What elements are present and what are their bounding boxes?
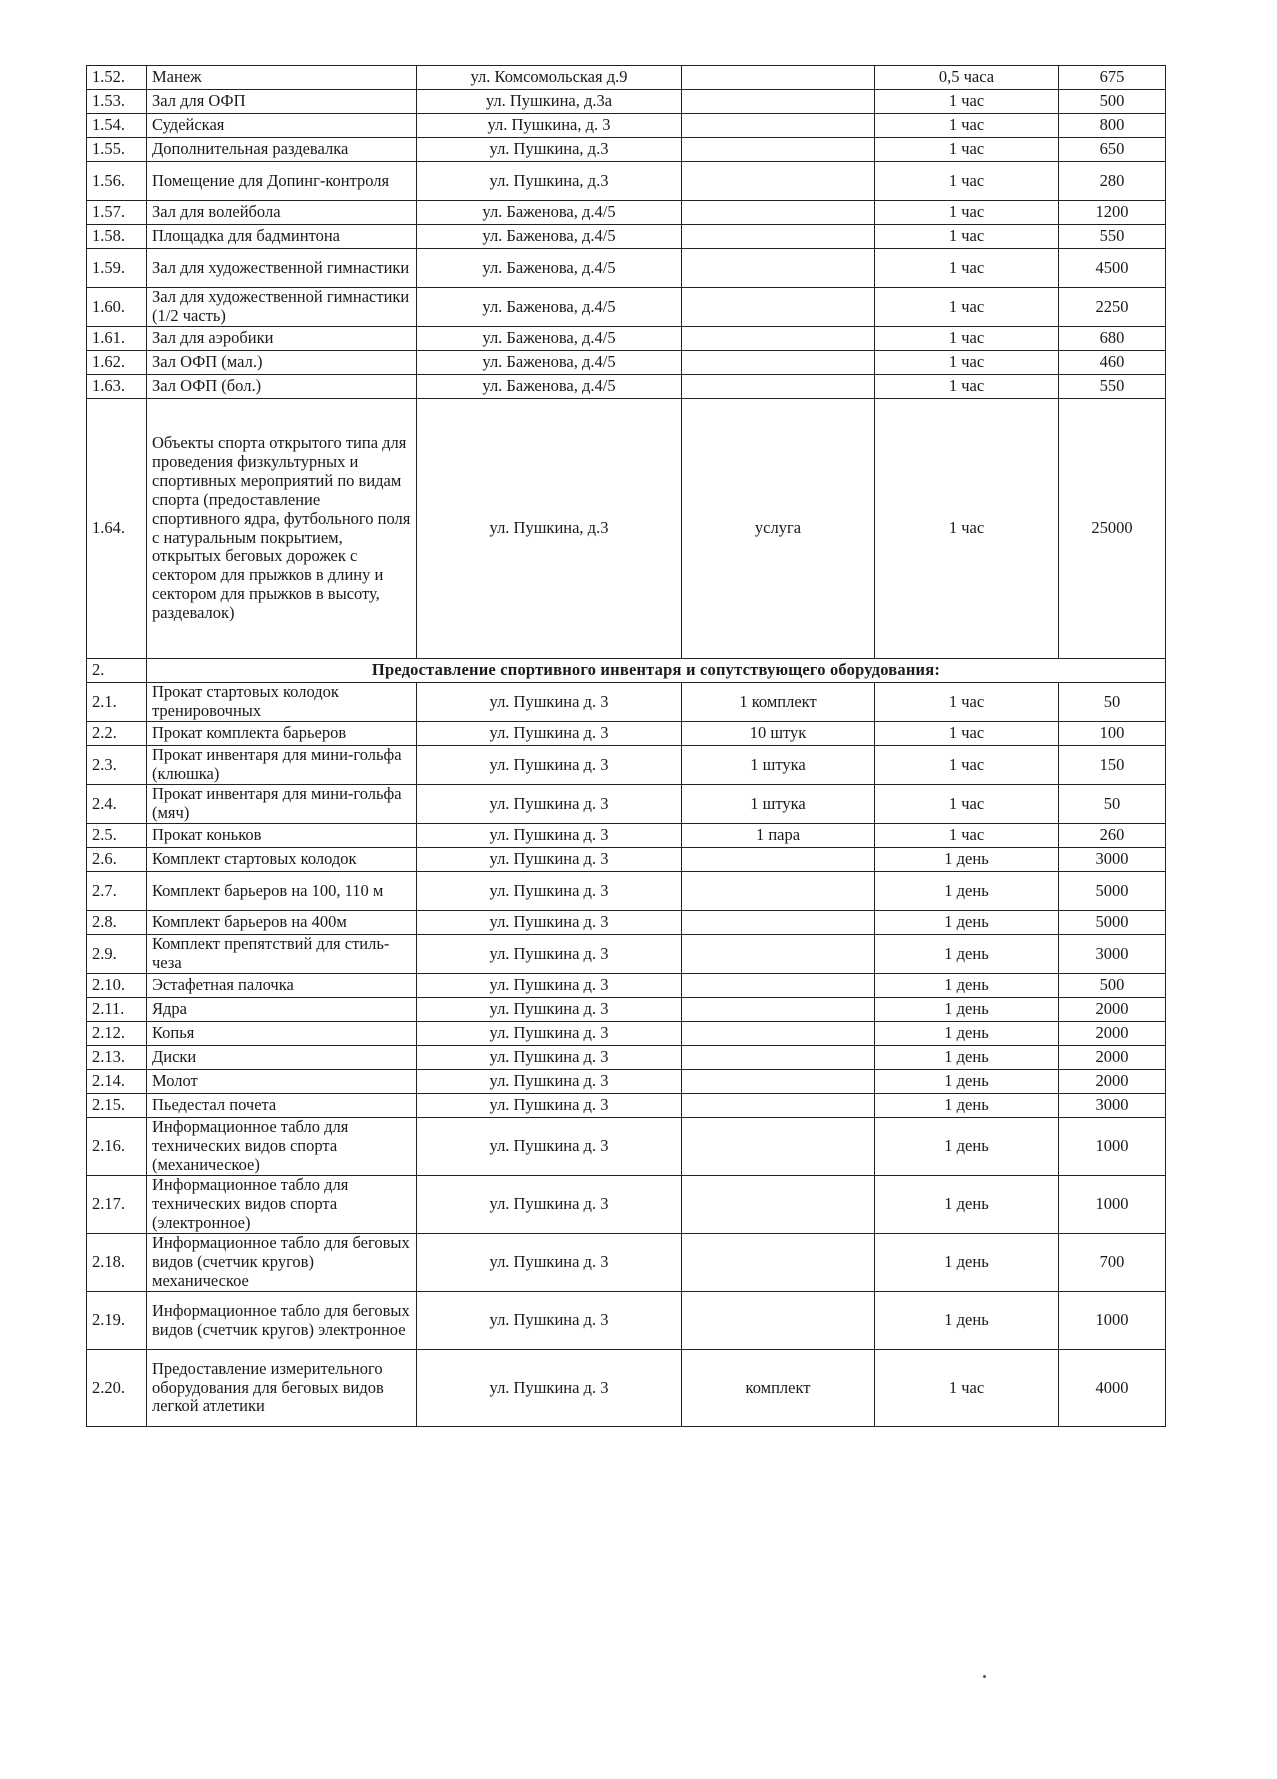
service-price: 1200 bbox=[1059, 201, 1166, 225]
service-name: Информационное табло для технических видов спорта (электронное) bbox=[147, 1176, 417, 1234]
service-unit bbox=[682, 974, 875, 998]
service-price: 260 bbox=[1059, 824, 1166, 848]
service-address: ул. Пушкина д. 3 bbox=[417, 1022, 682, 1046]
table-row bbox=[87, 1350, 1166, 1427]
service-price: 2000 bbox=[1059, 1022, 1166, 1046]
row-number: 2.18. bbox=[87, 1234, 147, 1292]
table-row bbox=[87, 824, 1166, 848]
service-name: Зал ОФП (бол.) bbox=[147, 375, 417, 399]
service-address: ул. Пушкина д. 3 bbox=[417, 785, 682, 824]
service-unit bbox=[682, 872, 875, 911]
table-row bbox=[87, 288, 1166, 327]
row-number: 1.58. bbox=[87, 225, 147, 249]
service-name: Комплект барьеров на 400м bbox=[147, 911, 417, 935]
table-row bbox=[87, 1022, 1166, 1046]
service-price: 500 bbox=[1059, 974, 1166, 998]
service-address: ул. Пушкина д. 3 bbox=[417, 1046, 682, 1070]
service-name: Комплект барьеров на 100, 110 м bbox=[147, 872, 417, 911]
service-price: 650 bbox=[1059, 138, 1166, 162]
service-unit bbox=[682, 1094, 875, 1118]
service-price: 680 bbox=[1059, 327, 1166, 351]
service-address: ул. Пушкина д. 3 bbox=[417, 1234, 682, 1292]
service-time: 1 день bbox=[875, 1292, 1059, 1350]
service-price: 100 bbox=[1059, 722, 1166, 746]
row-number: 2.4. bbox=[87, 785, 147, 824]
service-name: Пьедестал почета bbox=[147, 1094, 417, 1118]
service-address: ул. Пушкина, д.3 bbox=[417, 138, 682, 162]
service-name: Предоставление измерительного оборудования для беговых видов легкой атлетики bbox=[147, 1350, 417, 1427]
service-name: Манеж bbox=[147, 66, 417, 90]
table-row bbox=[87, 351, 1166, 375]
service-address: ул. Пушкина, д. 3 bbox=[417, 114, 682, 138]
service-address: ул. Баженова, д.4/5 bbox=[417, 327, 682, 351]
service-time: 1 час bbox=[875, 225, 1059, 249]
service-unit bbox=[682, 351, 875, 375]
table-row bbox=[87, 911, 1166, 935]
service-name: Объекты спорта открытого типа для проведения физкультурных и спортивных мероприятий по видам спорта (предоставление спортивного ядра, футбольного поля с натуральным покрытием, открытых беговых дорожек с сектором для прыжков в длину и сектором для прыжков в высоту, раздевалок) bbox=[147, 399, 417, 659]
service-unit bbox=[682, 375, 875, 399]
service-address: ул. Пушкина д. 3 bbox=[417, 848, 682, 872]
row-number: 2.2. bbox=[87, 722, 147, 746]
service-time: 1 день bbox=[875, 848, 1059, 872]
service-address: ул. Баженова, д.4/5 bbox=[417, 375, 682, 399]
service-price: 4000 bbox=[1059, 1350, 1166, 1427]
service-time: 1 час bbox=[875, 824, 1059, 848]
service-address: ул. Пушкина, д.3а bbox=[417, 90, 682, 114]
row-number: 2.9. bbox=[87, 935, 147, 974]
service-name: Зал для художественной гимнастики bbox=[147, 249, 417, 288]
section-row bbox=[87, 659, 1166, 683]
service-time: 1 час bbox=[875, 249, 1059, 288]
table-row bbox=[87, 1118, 1166, 1176]
service-price: 2000 bbox=[1059, 1046, 1166, 1070]
table-row bbox=[87, 1176, 1166, 1234]
service-unit: 1 пара bbox=[682, 824, 875, 848]
service-time: 1 час bbox=[875, 1350, 1059, 1427]
row-number: 2.11. bbox=[87, 998, 147, 1022]
row-number: 1.54. bbox=[87, 114, 147, 138]
service-address: ул. Пушкина, д.3 bbox=[417, 399, 682, 659]
service-name: Прокат инвентаря для мини-гольфа (мяч) bbox=[147, 785, 417, 824]
service-time: 1 день bbox=[875, 1118, 1059, 1176]
table-row bbox=[87, 974, 1166, 998]
service-address: ул. Баженова, д.4/5 bbox=[417, 225, 682, 249]
row-number: 1.62. bbox=[87, 351, 147, 375]
service-price: 2250 bbox=[1059, 288, 1166, 327]
service-price: 1000 bbox=[1059, 1176, 1166, 1234]
service-time: 1 день bbox=[875, 1094, 1059, 1118]
service-address: ул. Пушкина д. 3 bbox=[417, 1118, 682, 1176]
row-number: 1.59. bbox=[87, 249, 147, 288]
service-time: 1 час bbox=[875, 114, 1059, 138]
service-unit bbox=[682, 1046, 875, 1070]
service-time: 1 день bbox=[875, 872, 1059, 911]
service-price: 50 bbox=[1059, 683, 1166, 722]
service-name: Молот bbox=[147, 1070, 417, 1094]
table-row bbox=[87, 935, 1166, 974]
service-price: 1000 bbox=[1059, 1118, 1166, 1176]
row-number: 2. bbox=[87, 659, 147, 683]
service-address: ул. Пушкина д. 3 bbox=[417, 683, 682, 722]
service-name: Прокат комплекта барьеров bbox=[147, 722, 417, 746]
service-name: Судейская bbox=[147, 114, 417, 138]
service-unit bbox=[682, 1176, 875, 1234]
service-price: 700 bbox=[1059, 1234, 1166, 1292]
section-title: Предоставление спортивного инвентаря и сопутствующего оборудования: bbox=[147, 659, 1166, 683]
service-address: ул. Баженова, д.4/5 bbox=[417, 351, 682, 375]
service-name: Информационное табло для беговых видов (счетчик кругов) электронное bbox=[147, 1292, 417, 1350]
service-price: 4500 bbox=[1059, 249, 1166, 288]
service-time: 1 час bbox=[875, 288, 1059, 327]
service-time: 1 день bbox=[875, 1176, 1059, 1234]
row-number: 1.57. bbox=[87, 201, 147, 225]
service-time: 1 день bbox=[875, 1046, 1059, 1070]
service-time: 1 час bbox=[875, 162, 1059, 201]
row-number: 1.56. bbox=[87, 162, 147, 201]
table-row bbox=[87, 225, 1166, 249]
service-unit bbox=[682, 114, 875, 138]
row-number: 2.19. bbox=[87, 1292, 147, 1350]
service-price: 550 bbox=[1059, 225, 1166, 249]
service-price: 3000 bbox=[1059, 1094, 1166, 1118]
service-time: 1 час bbox=[875, 375, 1059, 399]
service-time: 1 день bbox=[875, 1022, 1059, 1046]
service-time: 1 день bbox=[875, 1070, 1059, 1094]
row-number: 2.3. bbox=[87, 746, 147, 785]
service-address: ул. Пушкина д. 3 bbox=[417, 935, 682, 974]
service-address: ул. Пушкина д. 3 bbox=[417, 1292, 682, 1350]
service-address: ул. Пушкина д. 3 bbox=[417, 746, 682, 785]
row-number: 2.20. bbox=[87, 1350, 147, 1427]
row-number: 2.1. bbox=[87, 683, 147, 722]
service-unit bbox=[682, 201, 875, 225]
service-price: 2000 bbox=[1059, 998, 1166, 1022]
service-price: 1000 bbox=[1059, 1292, 1166, 1350]
row-number: 1.61. bbox=[87, 327, 147, 351]
service-unit bbox=[682, 1070, 875, 1094]
service-address: ул. Баженова, д.4/5 bbox=[417, 201, 682, 225]
service-unit: комплект bbox=[682, 1350, 875, 1427]
service-time: 1 час bbox=[875, 785, 1059, 824]
service-time: 1 день bbox=[875, 998, 1059, 1022]
service-address: ул. Пушкина д. 3 bbox=[417, 1070, 682, 1094]
table-row bbox=[87, 375, 1166, 399]
service-price: 5000 bbox=[1059, 911, 1166, 935]
service-unit bbox=[682, 911, 875, 935]
service-unit: 1 комплект bbox=[682, 683, 875, 722]
service-price: 50 bbox=[1059, 785, 1166, 824]
service-price: 5000 bbox=[1059, 872, 1166, 911]
service-name: Информационное табло для беговых видов (счетчик кругов) механическое bbox=[147, 1234, 417, 1292]
service-unit bbox=[682, 288, 875, 327]
service-price: 500 bbox=[1059, 90, 1166, 114]
service-unit bbox=[682, 162, 875, 201]
service-name: Прокат коньков bbox=[147, 824, 417, 848]
table-row bbox=[87, 1070, 1166, 1094]
service-name: Дополнительная раздевалка bbox=[147, 138, 417, 162]
service-time: 1 час bbox=[875, 351, 1059, 375]
service-time: 1 день bbox=[875, 935, 1059, 974]
row-number: 2.16. bbox=[87, 1118, 147, 1176]
table-row bbox=[87, 683, 1166, 722]
service-name: Прокат стартовых колодок тренировочных bbox=[147, 683, 417, 722]
table-row bbox=[87, 66, 1166, 90]
service-price: 3000 bbox=[1059, 935, 1166, 974]
service-unit bbox=[682, 249, 875, 288]
service-price: 675 bbox=[1059, 66, 1166, 90]
service-address: ул. Пушкина д. 3 bbox=[417, 1094, 682, 1118]
service-time: 1 час bbox=[875, 138, 1059, 162]
service-price: 2000 bbox=[1059, 1070, 1166, 1094]
service-unit bbox=[682, 225, 875, 249]
service-name: Помещение для Допинг-контроля bbox=[147, 162, 417, 201]
service-unit bbox=[682, 1292, 875, 1350]
service-unit: 1 штука bbox=[682, 785, 875, 824]
row-number: 2.6. bbox=[87, 848, 147, 872]
service-time: 1 день bbox=[875, 911, 1059, 935]
service-address: ул. Пушкина д. 3 bbox=[417, 998, 682, 1022]
table-row bbox=[87, 138, 1166, 162]
service-address: ул. Пушкина д. 3 bbox=[417, 1350, 682, 1427]
service-unit bbox=[682, 1234, 875, 1292]
service-time: 1 день bbox=[875, 1234, 1059, 1292]
service-price: 150 bbox=[1059, 746, 1166, 785]
service-name: Комплект препятствий для стиль-чеза bbox=[147, 935, 417, 974]
service-time: 1 час bbox=[875, 722, 1059, 746]
service-address: ул. Пушкина д. 3 bbox=[417, 872, 682, 911]
service-name: Информационное табло для технических видов спорта (механическое) bbox=[147, 1118, 417, 1176]
service-time: 1 час bbox=[875, 746, 1059, 785]
service-price: 3000 bbox=[1059, 848, 1166, 872]
service-unit bbox=[682, 998, 875, 1022]
table-row bbox=[87, 90, 1166, 114]
price-table bbox=[86, 65, 1166, 1427]
service-address: ул. Пушкина д. 3 bbox=[417, 824, 682, 848]
service-unit bbox=[682, 66, 875, 90]
table-body bbox=[87, 66, 1166, 1427]
row-number: 2.7. bbox=[87, 872, 147, 911]
service-address: ул. Пушкина д. 3 bbox=[417, 722, 682, 746]
service-price: 550 bbox=[1059, 375, 1166, 399]
service-name: Зал для ОФП bbox=[147, 90, 417, 114]
row-number: 1.52. bbox=[87, 66, 147, 90]
table-row bbox=[87, 1234, 1166, 1292]
table-row bbox=[87, 249, 1166, 288]
service-price: 280 bbox=[1059, 162, 1166, 201]
service-time: 1 час bbox=[875, 327, 1059, 351]
service-address: ул. Пушкина д. 3 bbox=[417, 974, 682, 998]
table-row bbox=[87, 114, 1166, 138]
table-row bbox=[87, 848, 1166, 872]
service-name: Копья bbox=[147, 1022, 417, 1046]
service-unit bbox=[682, 1118, 875, 1176]
row-number: 2.14. bbox=[87, 1070, 147, 1094]
service-name: Площадка для бадминтона bbox=[147, 225, 417, 249]
service-name: Диски bbox=[147, 1046, 417, 1070]
row-number: 2.10. bbox=[87, 974, 147, 998]
table-row bbox=[87, 327, 1166, 351]
service-unit bbox=[682, 90, 875, 114]
table-row bbox=[87, 201, 1166, 225]
service-unit bbox=[682, 935, 875, 974]
row-number: 2.15. bbox=[87, 1094, 147, 1118]
row-number: 1.64. bbox=[87, 399, 147, 659]
row-number: 1.63. bbox=[87, 375, 147, 399]
service-time: 1 час bbox=[875, 683, 1059, 722]
service-unit bbox=[682, 327, 875, 351]
service-unit: услуга bbox=[682, 399, 875, 659]
service-name: Зал ОФП (мал.) bbox=[147, 351, 417, 375]
row-number: 2.17. bbox=[87, 1176, 147, 1234]
service-name: Зал для волейбола bbox=[147, 201, 417, 225]
table-row bbox=[87, 785, 1166, 824]
scan-dot bbox=[983, 1675, 986, 1678]
row-number: 2.5. bbox=[87, 824, 147, 848]
service-address: ул. Пушкина, д.3 bbox=[417, 162, 682, 201]
service-price: 25000 bbox=[1059, 399, 1166, 659]
table-row bbox=[87, 998, 1166, 1022]
table-row bbox=[87, 1094, 1166, 1118]
service-time: 1 час bbox=[875, 201, 1059, 225]
service-time: 1 час bbox=[875, 90, 1059, 114]
row-number: 1.55. bbox=[87, 138, 147, 162]
row-number: 2.8. bbox=[87, 911, 147, 935]
service-time: 0,5 часа bbox=[875, 66, 1059, 90]
service-address: ул. Пушкина д. 3 bbox=[417, 911, 682, 935]
service-name: Ядра bbox=[147, 998, 417, 1022]
service-unit bbox=[682, 848, 875, 872]
service-unit bbox=[682, 138, 875, 162]
service-address: ул. Баженова, д.4/5 bbox=[417, 249, 682, 288]
service-address: ул. Комсомольская д.9 bbox=[417, 66, 682, 90]
table-row bbox=[87, 722, 1166, 746]
row-number: 2.12. bbox=[87, 1022, 147, 1046]
table-row bbox=[87, 1292, 1166, 1350]
row-number: 1.60. bbox=[87, 288, 147, 327]
service-name: Прокат инвентаря для мини-гольфа (клюшка) bbox=[147, 746, 417, 785]
service-name: Зал для художественной гимнастики (1/2 часть) bbox=[147, 288, 417, 327]
table-row bbox=[87, 746, 1166, 785]
service-address: ул. Баженова, д.4/5 bbox=[417, 288, 682, 327]
service-time: 1 час bbox=[875, 399, 1059, 659]
service-address: ул. Пушкина д. 3 bbox=[417, 1176, 682, 1234]
table-row bbox=[87, 1046, 1166, 1070]
table-row bbox=[87, 399, 1166, 659]
service-name: Комплект стартовых колодок bbox=[147, 848, 417, 872]
service-unit bbox=[682, 1022, 875, 1046]
service-name: Эстафетная палочка bbox=[147, 974, 417, 998]
service-price: 800 bbox=[1059, 114, 1166, 138]
service-time: 1 день bbox=[875, 974, 1059, 998]
table-row bbox=[87, 162, 1166, 201]
service-price: 460 bbox=[1059, 351, 1166, 375]
row-number: 1.53. bbox=[87, 90, 147, 114]
service-unit: 1 штука bbox=[682, 746, 875, 785]
service-unit: 10 штук bbox=[682, 722, 875, 746]
row-number: 2.13. bbox=[87, 1046, 147, 1070]
service-name: Зал для аэробики bbox=[147, 327, 417, 351]
table-row bbox=[87, 872, 1166, 911]
